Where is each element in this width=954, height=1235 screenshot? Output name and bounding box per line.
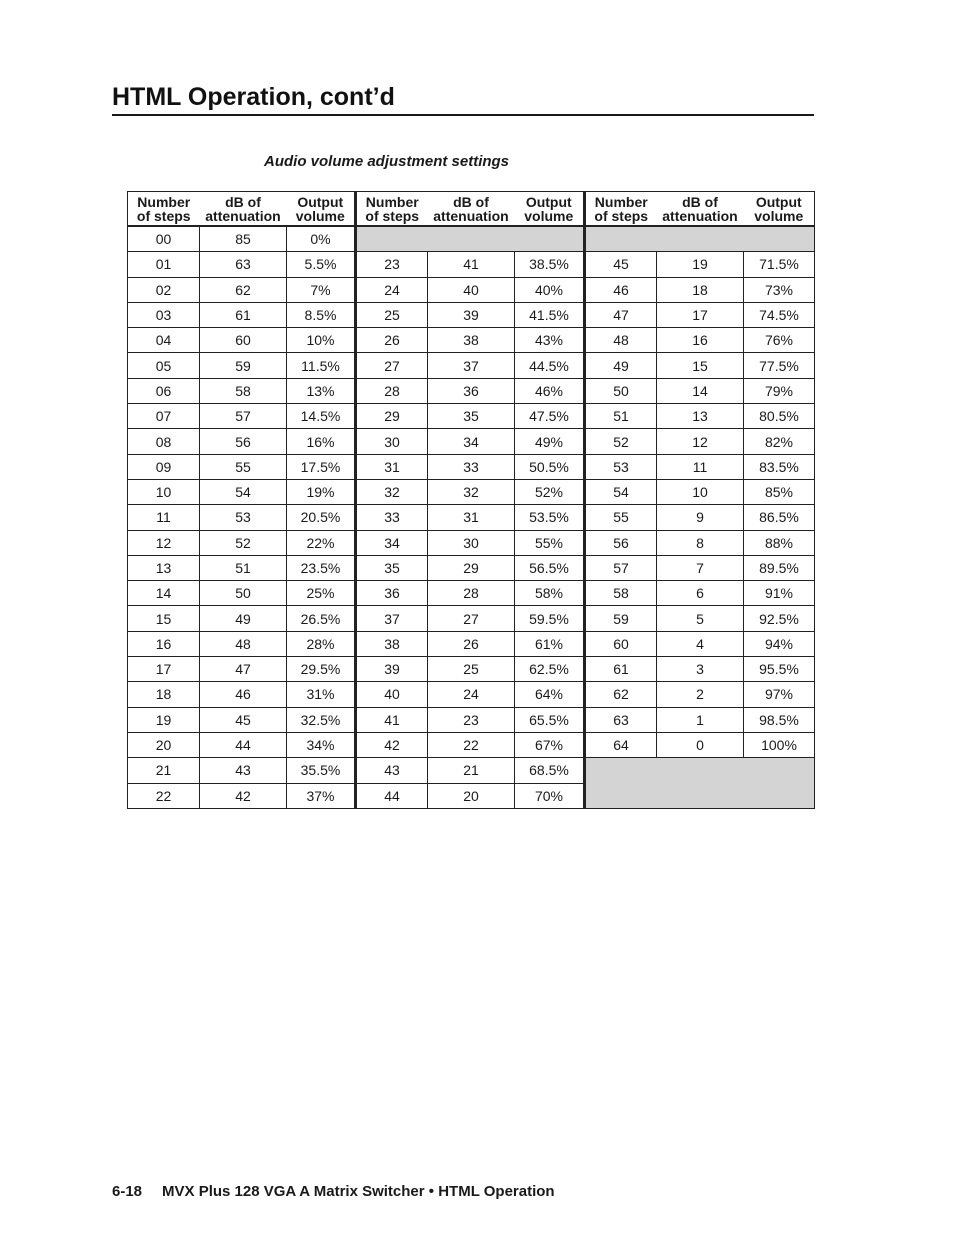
cell-steps: 22 xyxy=(128,783,200,808)
table-row xyxy=(128,328,815,353)
cell-attenuation: 53 xyxy=(200,505,287,530)
header-line: Number xyxy=(365,193,419,210)
cell-attenuation: 39 xyxy=(428,302,515,327)
cell-steps: 13 xyxy=(128,555,200,580)
table-row xyxy=(128,505,815,530)
cell-steps: 32 xyxy=(356,479,428,504)
cell-volume: 68.5% xyxy=(515,758,585,783)
cell-steps: 44 xyxy=(356,783,428,808)
cell-volume: 58% xyxy=(515,581,585,606)
cell-steps: 07 xyxy=(128,404,200,429)
cell-steps: 30 xyxy=(356,429,428,454)
table-header xyxy=(128,192,815,227)
cell-steps: 51 xyxy=(585,404,657,429)
cell-steps: 56 xyxy=(585,530,657,555)
cell-volume: 82% xyxy=(744,429,815,454)
cell-attenuation: 48 xyxy=(200,631,287,656)
cell-volume: 67% xyxy=(515,732,585,757)
cell-steps: 45 xyxy=(585,252,657,277)
cell-attenuation: 14 xyxy=(657,378,744,403)
cell-volume: 56.5% xyxy=(515,555,585,580)
cell-attenuation: 29 xyxy=(428,555,515,580)
table-row xyxy=(128,707,815,732)
cell-attenuation: 43 xyxy=(200,758,287,783)
cell-steps: 60 xyxy=(585,631,657,656)
cell-volume: 28% xyxy=(287,631,356,656)
cell-volume: 79% xyxy=(744,378,815,403)
cell-attenuation: 85 xyxy=(200,226,287,252)
cell-steps: 29 xyxy=(356,404,428,429)
cell-steps: 43 xyxy=(356,758,428,783)
header-attenuation xyxy=(657,192,744,227)
cell-volume: 11.5% xyxy=(287,353,356,378)
cell-steps: 15 xyxy=(128,606,200,631)
cell-attenuation: 42 xyxy=(200,783,287,808)
cell-steps: 39 xyxy=(356,657,428,682)
cell-attenuation: 58 xyxy=(200,378,287,403)
header-line: dB of xyxy=(682,193,718,210)
page-number: 6-18 xyxy=(112,1183,143,1200)
cell-steps: 49 xyxy=(585,353,657,378)
cell-volume: 26.5% xyxy=(287,606,356,631)
cell-volume: 100% xyxy=(744,732,815,757)
cell-steps: 46 xyxy=(585,277,657,302)
cell-steps: 25 xyxy=(356,302,428,327)
cell-attenuation: 7 xyxy=(657,555,744,580)
cell-attenuation: 62 xyxy=(200,277,287,302)
cell-attenuation: 40 xyxy=(428,277,515,302)
cell-volume: 85% xyxy=(744,479,815,504)
cell-attenuation: 32 xyxy=(428,479,515,504)
cell-steps: 26 xyxy=(356,328,428,353)
cell-steps: 09 xyxy=(128,454,200,479)
cell-volume: 47.5% xyxy=(515,404,585,429)
cell-attenuation: 30 xyxy=(428,530,515,555)
cell-attenuation: 31 xyxy=(428,505,515,530)
cell-steps: 02 xyxy=(128,277,200,302)
cell-volume: 20.5% xyxy=(287,505,356,530)
cell-volume: 64% xyxy=(515,682,585,707)
cell-steps: 58 xyxy=(585,581,657,606)
cell-steps: 35 xyxy=(356,555,428,580)
footer-title: MVX Plus 128 VGA A Matrix Switcher • HTML Operation xyxy=(162,1183,555,1200)
cell-steps: 53 xyxy=(585,454,657,479)
cell-attenuation: 37 xyxy=(428,353,515,378)
cell-attenuation: 21 xyxy=(428,758,515,783)
cell-volume: 46% xyxy=(515,378,585,403)
header-steps xyxy=(128,192,200,227)
cell-steps: 42 xyxy=(356,732,428,757)
header-line: Output xyxy=(755,193,802,210)
heading-rule xyxy=(112,114,814,116)
header-volume xyxy=(744,192,815,227)
cell-attenuation: 47 xyxy=(200,657,287,682)
cell-attenuation: 13 xyxy=(657,404,744,429)
cell-steps: 20 xyxy=(128,732,200,757)
cell-steps: 11 xyxy=(128,505,200,530)
cell-volume: 41.5% xyxy=(515,302,585,327)
cell-attenuation: 11 xyxy=(657,454,744,479)
cell-volume: 65.5% xyxy=(515,707,585,732)
header-line: volume xyxy=(524,207,574,224)
cell-volume: 74.5% xyxy=(744,302,815,327)
cell-volume: 49% xyxy=(515,429,585,454)
header-line: volume xyxy=(295,207,345,224)
page-heading: HTML Operation, cont’d xyxy=(112,83,395,111)
cell-attenuation: 41 xyxy=(428,252,515,277)
cell-volume: 70% xyxy=(515,783,585,808)
cell-steps: 47 xyxy=(585,302,657,327)
page-footer xyxy=(112,1183,555,1200)
cell-steps: 01 xyxy=(128,252,200,277)
cell-attenuation: 38 xyxy=(428,328,515,353)
cell-volume: 31% xyxy=(287,682,356,707)
cell-steps: 52 xyxy=(585,429,657,454)
blank-cell xyxy=(585,758,815,809)
header-line: Output xyxy=(297,193,344,210)
table-row xyxy=(128,555,815,580)
blank-cell xyxy=(356,226,585,252)
cell-attenuation: 0 xyxy=(657,732,744,757)
cell-steps: 00 xyxy=(128,226,200,252)
cell-attenuation: 19 xyxy=(657,252,744,277)
header-line: volume xyxy=(754,207,804,224)
table-row xyxy=(128,758,815,783)
header-line: of steps xyxy=(594,207,649,224)
cell-volume: 13% xyxy=(287,378,356,403)
cell-volume: 8.5% xyxy=(287,302,356,327)
table-row xyxy=(128,454,815,479)
cell-steps: 63 xyxy=(585,707,657,732)
cell-volume: 76% xyxy=(744,328,815,353)
cell-steps: 38 xyxy=(356,631,428,656)
cell-attenuation: 9 xyxy=(657,505,744,530)
cell-attenuation: 57 xyxy=(200,404,287,429)
cell-steps: 55 xyxy=(585,505,657,530)
table-row xyxy=(128,732,815,757)
cell-attenuation: 10 xyxy=(657,479,744,504)
cell-attenuation: 2 xyxy=(657,682,744,707)
header-line: attenuation xyxy=(433,207,509,224)
table-row xyxy=(128,277,815,302)
cell-volume: 73% xyxy=(744,277,815,302)
cell-attenuation: 45 xyxy=(200,707,287,732)
header-line: Output xyxy=(525,193,572,210)
cell-volume: 10% xyxy=(287,328,356,353)
cell-volume: 17.5% xyxy=(287,454,356,479)
table-row xyxy=(128,581,815,606)
cell-attenuation: 16 xyxy=(657,328,744,353)
cell-volume: 98.5% xyxy=(744,707,815,732)
table-row xyxy=(128,302,815,327)
cell-volume: 53.5% xyxy=(515,505,585,530)
cell-steps: 34 xyxy=(356,530,428,555)
cell-attenuation: 25 xyxy=(428,657,515,682)
cell-steps: 03 xyxy=(128,302,200,327)
cell-attenuation: 23 xyxy=(428,707,515,732)
blank-cell xyxy=(585,226,815,252)
cell-attenuation: 26 xyxy=(428,631,515,656)
cell-volume: 35.5% xyxy=(287,758,356,783)
header-row xyxy=(128,192,815,227)
cell-steps: 27 xyxy=(356,353,428,378)
header-line: attenuation xyxy=(205,207,281,224)
header-attenuation xyxy=(428,192,515,227)
cell-steps: 28 xyxy=(356,378,428,403)
table-body xyxy=(128,226,815,808)
cell-steps: 50 xyxy=(585,378,657,403)
cell-attenuation: 35 xyxy=(428,404,515,429)
cell-volume: 55% xyxy=(515,530,585,555)
cell-volume: 95.5% xyxy=(744,657,815,682)
cell-attenuation: 56 xyxy=(200,429,287,454)
cell-volume: 34% xyxy=(287,732,356,757)
cell-volume: 89.5% xyxy=(744,555,815,580)
cell-attenuation: 49 xyxy=(200,606,287,631)
cell-steps: 36 xyxy=(356,581,428,606)
table-row xyxy=(128,378,815,403)
cell-steps: 04 xyxy=(128,328,200,353)
audio-volume-table xyxy=(127,191,815,809)
cell-volume: 52% xyxy=(515,479,585,504)
cell-attenuation: 1 xyxy=(657,707,744,732)
cell-steps: 37 xyxy=(356,606,428,631)
table-row xyxy=(128,657,815,682)
cell-volume: 43% xyxy=(515,328,585,353)
header-line: attenuation xyxy=(662,207,738,224)
cell-attenuation: 50 xyxy=(200,581,287,606)
table-row xyxy=(128,429,815,454)
header-steps xyxy=(585,192,657,227)
cell-volume: 62.5% xyxy=(515,657,585,682)
cell-steps: 59 xyxy=(585,606,657,631)
cell-volume: 22% xyxy=(287,530,356,555)
cell-volume: 77.5% xyxy=(744,353,815,378)
cell-steps: 06 xyxy=(128,378,200,403)
cell-steps: 18 xyxy=(128,682,200,707)
header-line: dB of xyxy=(453,193,489,210)
cell-volume: 29.5% xyxy=(287,657,356,682)
cell-attenuation: 44 xyxy=(200,732,287,757)
cell-volume: 23.5% xyxy=(287,555,356,580)
cell-volume: 25% xyxy=(287,581,356,606)
cell-volume: 83.5% xyxy=(744,454,815,479)
table-row xyxy=(128,606,815,631)
cell-volume: 5.5% xyxy=(287,252,356,277)
cell-attenuation: 63 xyxy=(200,252,287,277)
cell-attenuation: 15 xyxy=(657,353,744,378)
table-row xyxy=(128,631,815,656)
cell-steps: 08 xyxy=(128,429,200,454)
cell-attenuation: 52 xyxy=(200,530,287,555)
header-line: of steps xyxy=(365,207,420,224)
cell-steps: 19 xyxy=(128,707,200,732)
table-row xyxy=(128,479,815,504)
cell-attenuation: 4 xyxy=(657,631,744,656)
cell-attenuation: 34 xyxy=(428,429,515,454)
cell-attenuation: 24 xyxy=(428,682,515,707)
header-line: Number xyxy=(594,193,648,210)
header-volume xyxy=(287,192,356,227)
cell-attenuation: 33 xyxy=(428,454,515,479)
cell-steps: 64 xyxy=(585,732,657,757)
header-volume xyxy=(515,192,585,227)
cell-steps: 05 xyxy=(128,353,200,378)
header-steps xyxy=(356,192,428,227)
cell-steps: 41 xyxy=(356,707,428,732)
cell-volume: 88% xyxy=(744,530,815,555)
cell-volume: 50.5% xyxy=(515,454,585,479)
cell-volume: 0% xyxy=(287,226,356,252)
header-attenuation xyxy=(200,192,287,227)
cell-attenuation: 54 xyxy=(200,479,287,504)
cell-volume: 80.5% xyxy=(744,404,815,429)
cell-volume: 61% xyxy=(515,631,585,656)
header-line: dB of xyxy=(225,193,261,210)
table-row xyxy=(128,226,815,252)
table-row xyxy=(128,353,815,378)
cell-attenuation: 18 xyxy=(657,277,744,302)
cell-volume: 44.5% xyxy=(515,353,585,378)
cell-volume: 32.5% xyxy=(287,707,356,732)
cell-steps: 61 xyxy=(585,657,657,682)
cell-steps: 14 xyxy=(128,581,200,606)
table-caption: Audio volume adjustment settings xyxy=(264,153,510,170)
table-row xyxy=(128,404,815,429)
cell-steps: 62 xyxy=(585,682,657,707)
cell-volume: 71.5% xyxy=(744,252,815,277)
cell-attenuation: 20 xyxy=(428,783,515,808)
cell-volume: 16% xyxy=(287,429,356,454)
cell-attenuation: 12 xyxy=(657,429,744,454)
cell-volume: 37% xyxy=(287,783,356,808)
cell-attenuation: 6 xyxy=(657,581,744,606)
cell-attenuation: 17 xyxy=(657,302,744,327)
cell-volume: 38.5% xyxy=(515,252,585,277)
cell-steps: 31 xyxy=(356,454,428,479)
cell-volume: 91% xyxy=(744,581,815,606)
header-line: of steps xyxy=(136,207,191,224)
cell-attenuation: 8 xyxy=(657,530,744,555)
cell-steps: 12 xyxy=(128,530,200,555)
cell-steps: 21 xyxy=(128,758,200,783)
cell-steps: 40 xyxy=(356,682,428,707)
cell-volume: 40% xyxy=(515,277,585,302)
cell-attenuation: 59 xyxy=(200,353,287,378)
cell-steps: 57 xyxy=(585,555,657,580)
cell-steps: 16 xyxy=(128,631,200,656)
cell-volume: 94% xyxy=(744,631,815,656)
cell-steps: 33 xyxy=(356,505,428,530)
cell-volume: 86.5% xyxy=(744,505,815,530)
cell-steps: 48 xyxy=(585,328,657,353)
cell-steps: 24 xyxy=(356,277,428,302)
cell-attenuation: 55 xyxy=(200,454,287,479)
cell-volume: 14.5% xyxy=(287,404,356,429)
cell-attenuation: 60 xyxy=(200,328,287,353)
cell-attenuation: 5 xyxy=(657,606,744,631)
cell-attenuation: 27 xyxy=(428,606,515,631)
table-row xyxy=(128,682,815,707)
cell-attenuation: 51 xyxy=(200,555,287,580)
cell-steps: 17 xyxy=(128,657,200,682)
cell-volume: 59.5% xyxy=(515,606,585,631)
cell-attenuation: 46 xyxy=(200,682,287,707)
cell-attenuation: 22 xyxy=(428,732,515,757)
table-row xyxy=(128,530,815,555)
cell-steps: 10 xyxy=(128,479,200,504)
cell-attenuation: 3 xyxy=(657,657,744,682)
header-line: Number xyxy=(137,193,191,210)
cell-attenuation: 28 xyxy=(428,581,515,606)
cell-attenuation: 61 xyxy=(200,302,287,327)
cell-steps: 54 xyxy=(585,479,657,504)
cell-steps: 23 xyxy=(356,252,428,277)
cell-volume: 7% xyxy=(287,277,356,302)
cell-volume: 97% xyxy=(744,682,815,707)
cell-volume: 92.5% xyxy=(744,606,815,631)
table-row xyxy=(128,252,815,277)
cell-volume: 19% xyxy=(287,479,356,504)
cell-attenuation: 36 xyxy=(428,378,515,403)
